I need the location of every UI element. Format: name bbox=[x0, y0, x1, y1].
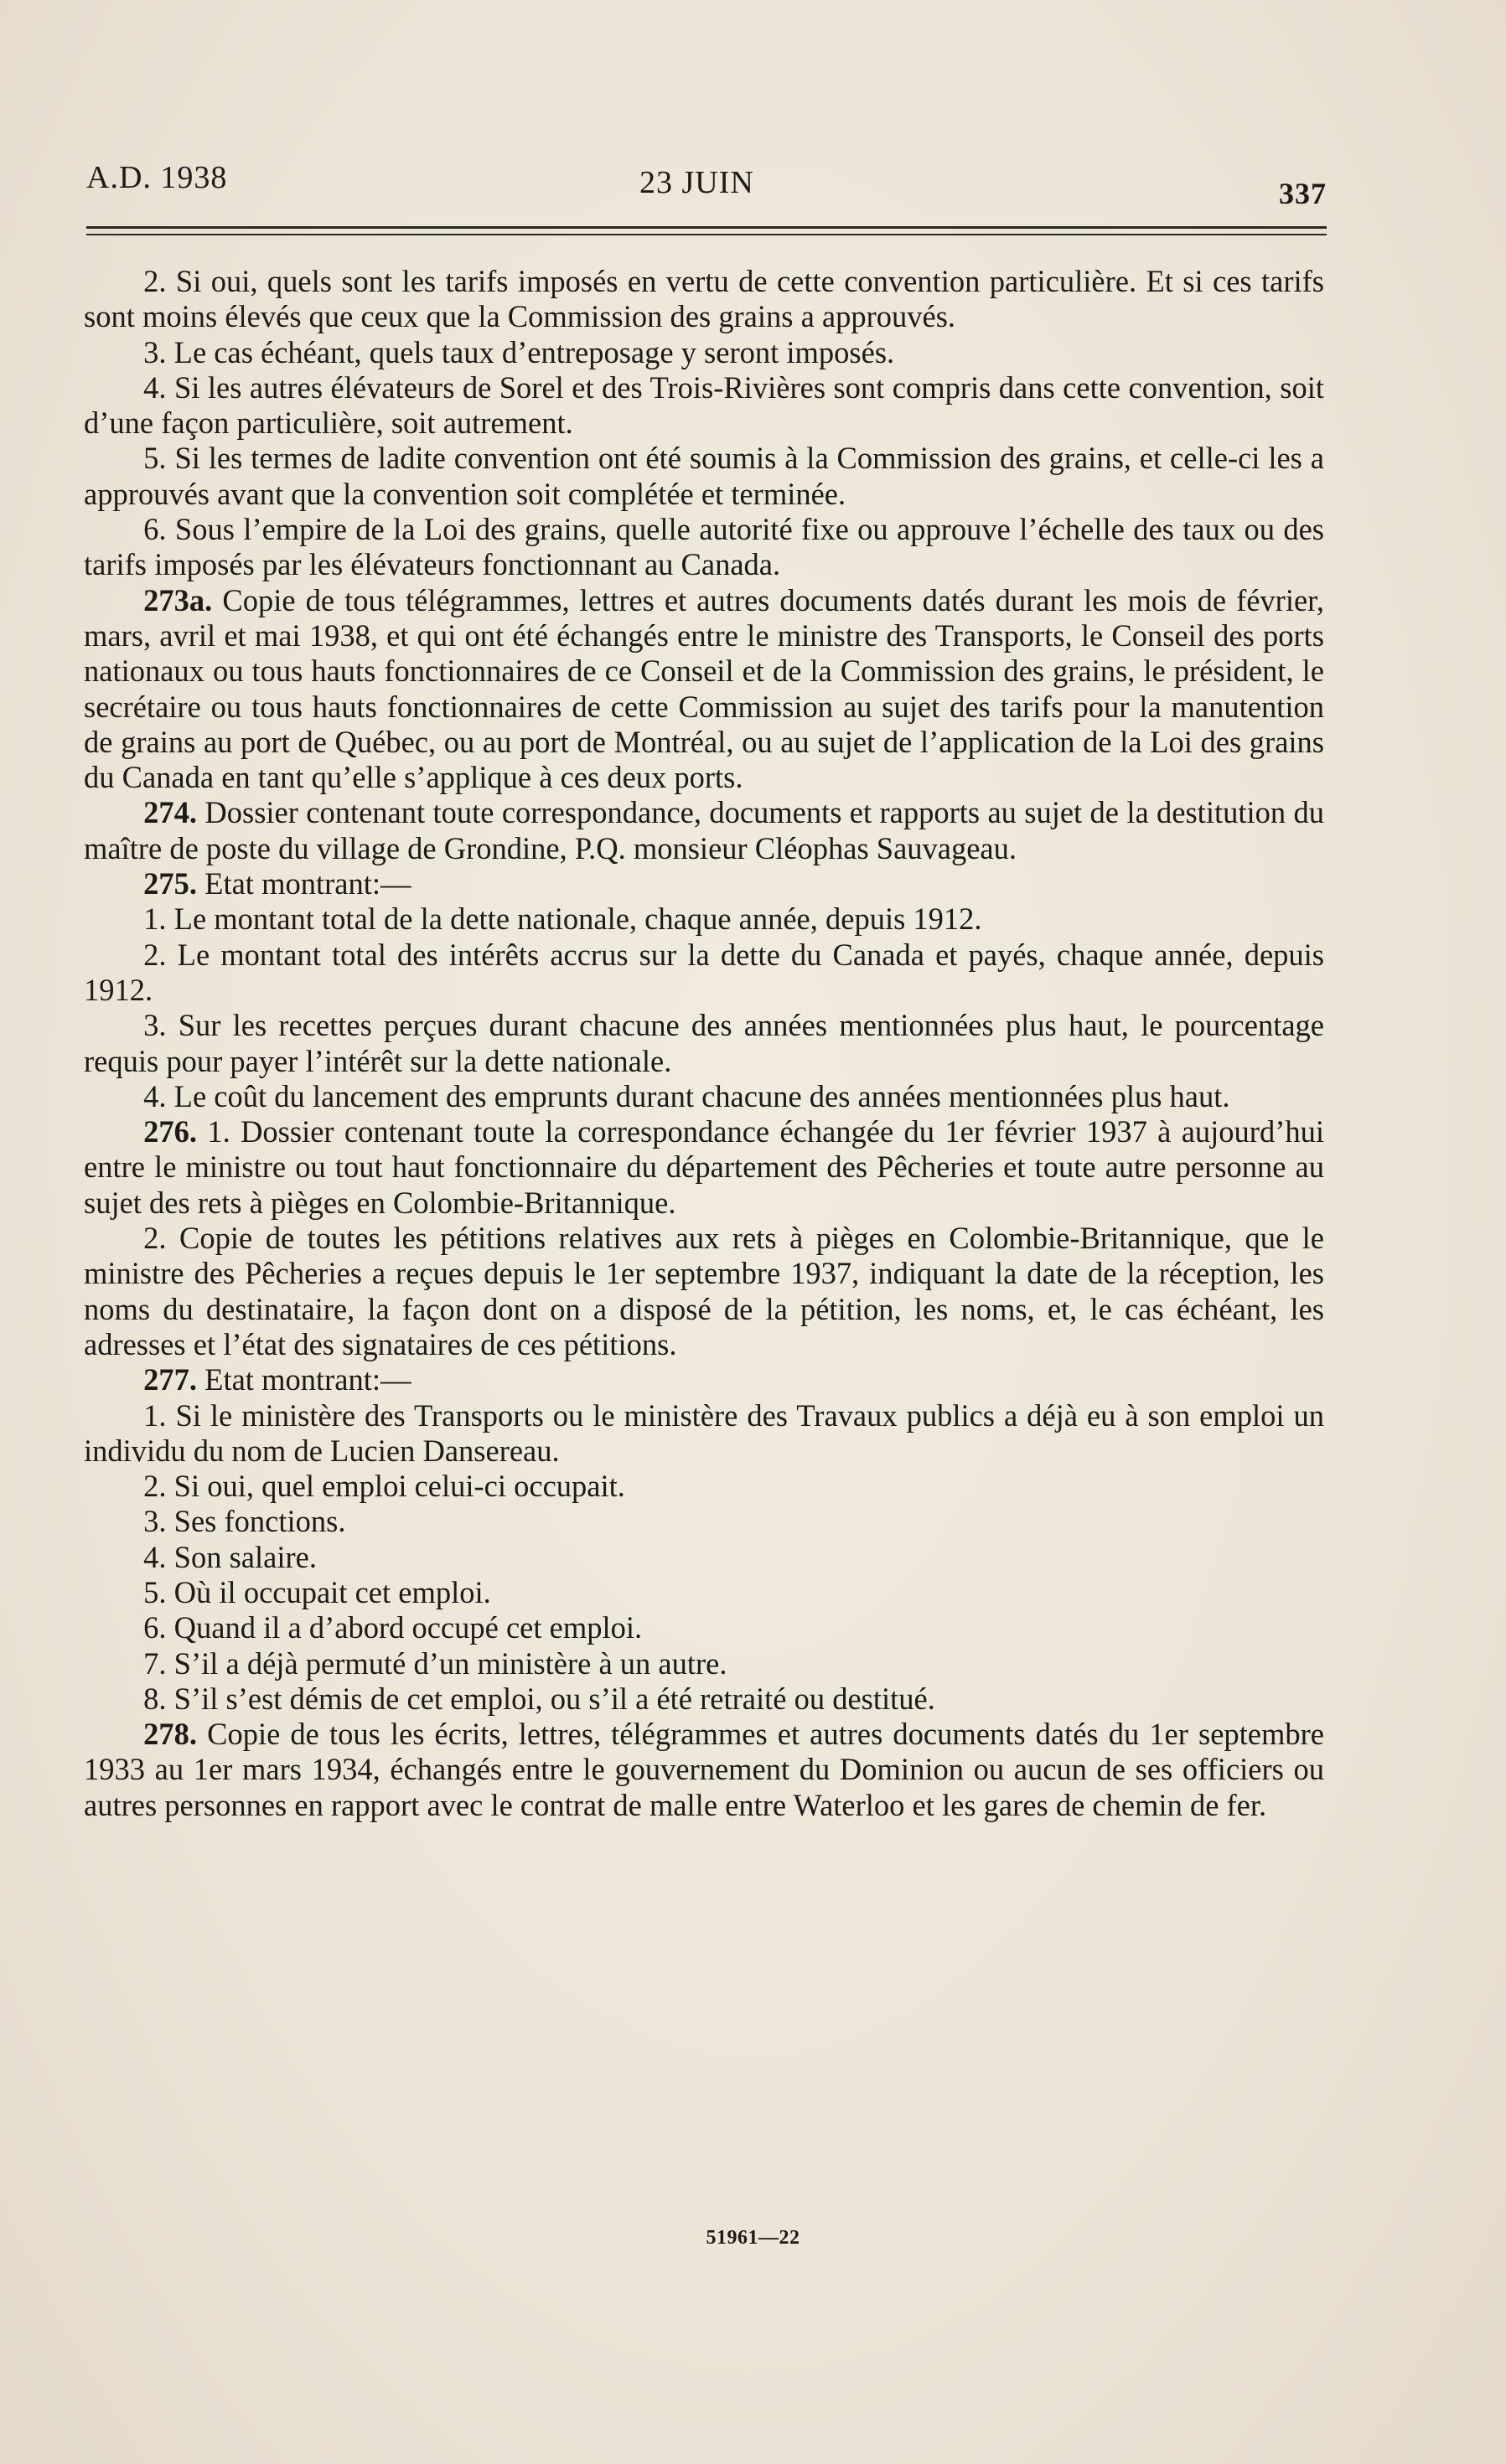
paragraph bbox=[84, 1398, 1324, 1470]
paragraph bbox=[84, 1717, 1324, 1823]
paragraph-text: 7. S’il a déjà permuté d’un ministère à un autre. bbox=[143, 1645, 727, 1681]
document-body bbox=[84, 264, 1324, 1823]
item-number: 273a. bbox=[143, 582, 213, 617]
paragraph bbox=[84, 1575, 1324, 1610]
paragraph bbox=[84, 1079, 1324, 1114]
paragraph-text: 4. Si les autres élévateurs de Sorel et des Trois-Rivières sont compris dans cette convention, soit d’une façon particulière, soit autrement. bbox=[84, 369, 1324, 441]
paragraph-text: Dossier contenant toute correspondance, documents et rapports au sujet de la destitution du maître de poste du village de Grondine, P.Q. monsieur Cléophas Sauvageau. bbox=[84, 795, 1324, 865]
paragraph-text: 8. S’il s’est démis de cet emploi, ou s’il a été retraité ou destitué. bbox=[143, 1681, 935, 1716]
paragraph-text: 3. Sur les recettes perçues durant chacune des années mentionnées plus haut, le pourcentage requis pour payer l’intérêt sur la dette nationale. bbox=[84, 1008, 1324, 1078]
paragraph-text: 4. Son salaire. bbox=[143, 1539, 317, 1574]
header-rule-thin bbox=[86, 234, 1327, 235]
paragraph bbox=[84, 1504, 1324, 1539]
paragraph-text: Etat montrant:— bbox=[197, 1362, 411, 1397]
paragraph-text: Copie de tous les écrits, lettres, télégrammes et autres documents datés du 1er septembre 1933 au 1er mars 1934, échangés entre le gouvernement du Dominion ou aucun de ses officiers ou autres personnes en rapport avec le contrat de malle entre Waterloo et les gares de chemin de fer. bbox=[84, 1717, 1324, 1822]
paragraph-text: 2. Le montant total des intérêts accrus sur la dette du Canada et payés, chaque année, depuis 1912. bbox=[84, 937, 1324, 1007]
paragraph bbox=[84, 1681, 1324, 1717]
paragraph bbox=[84, 512, 1324, 583]
paragraph-text: Copie de tous télégrammes, lettres et autres documents datés durant les mois de février, mars, avril et mai 1938, et qui ont été échangés entre le ministre des Transports, le Conseil des ports nationaux ou tous hauts fonctionnaires de ce Conseil et de la Commission des grains, le président, le secrétaire ou tous hauts fonctionnaires de cette Commission au sujet des tarifs pour la manutention de grains au port de Québec, ou au port de Montréal, ou au sujet de l’application de la Loi des grains du Canada en tant qu’elle s’applique à ces deux ports. bbox=[84, 582, 1324, 795]
paragraph-text: 1. Le montant total de la dette nationale, chaque année, depuis 1912. bbox=[143, 901, 982, 937]
paragraph bbox=[84, 1362, 1324, 1397]
item-number: 274. bbox=[143, 795, 198, 830]
paragraph bbox=[84, 264, 1324, 335]
paragraph-text: 2. Si oui, quels sont les tarifs imposés en vertu de cette convention particulière. Et si ces tarifs sont moins élevés que ceux que la Commission des grains a approuvés. bbox=[84, 264, 1324, 334]
paragraph bbox=[84, 795, 1324, 866]
paragraph bbox=[84, 938, 1324, 1009]
paragraph bbox=[84, 441, 1324, 512]
header-year: A.D. 1938 bbox=[86, 160, 228, 195]
paragraph-text: 2. Si oui, quel emploi celui-ci occupait. bbox=[143, 1469, 625, 1504]
paragraph-text: 5. Où il occupait cet emploi. bbox=[143, 1574, 491, 1609]
paragraph-text: 6. Quand il a d’abord occupé cet emploi. bbox=[143, 1610, 643, 1645]
paragraph bbox=[84, 1008, 1324, 1079]
paragraph-text: 3. Ses fonctions. bbox=[143, 1504, 346, 1539]
paragraph-text: 1. Dossier contenant toute la correspondance échangée du 1er février 1937 à aujourd’hui entre le ministre ou tout haut fonctionnaire du département des Pêcheries et toute autre personne au sujet des rets à pièges en Colombie-Britannique. bbox=[84, 1114, 1324, 1220]
header-page-number: 337 bbox=[1279, 177, 1327, 210]
paragraph bbox=[84, 335, 1324, 370]
paragraph-text: 3. Le cas échéant, quels taux d’entreposage y seront imposés. bbox=[143, 334, 895, 369]
paragraph bbox=[84, 1221, 1324, 1362]
paragraph bbox=[84, 866, 1324, 901]
item-number: 276. bbox=[143, 1114, 198, 1149]
paragraph-text: 6. Sous l’empire de la Loi des grains, quelle autorité fixe ou approuve l’échelle des taux ou des tarifs imposés par les élévateurs fonctionnant au Canada. bbox=[84, 512, 1324, 582]
paragraph bbox=[84, 1540, 1324, 1575]
paragraph bbox=[84, 1469, 1324, 1504]
header-date: 23 JUIN bbox=[639, 165, 754, 200]
paragraph-text: Etat montrant:— bbox=[197, 866, 411, 901]
item-number: 278. bbox=[143, 1717, 198, 1752]
item-number: 275. bbox=[143, 866, 198, 901]
paragraph-text: 4. Le coût du lancement des emprunts durant chacune des années mentionnées plus haut. bbox=[143, 1078, 1230, 1113]
page-header bbox=[86, 159, 1327, 209]
paragraph bbox=[84, 1646, 1324, 1681]
paragraph bbox=[84, 1610, 1324, 1645]
printer-signature: 51961—22 bbox=[706, 2227, 800, 2249]
paragraph bbox=[84, 583, 1324, 796]
item-number: 277. bbox=[143, 1362, 198, 1397]
paragraph-text: 5. Si les termes de ladite convention ont été soumis à la Commission des grains, et celle-ci les a approuvés avant que la convention soit complétée et terminée. bbox=[84, 441, 1324, 511]
paragraph-text: 2. Copie de toutes les pétitions relatives aux rets à pièges en Colombie-Britannique, que le ministre des Pêcheries a reçues depuis le 1er septembre 1937, indiquant la date de la réception, les noms du destinataire, la façon dont on a disposé de la pétition, les noms, et, le cas échéant, les adresses et l’état des signataires de ces pétitions. bbox=[84, 1221, 1324, 1361]
paragraph bbox=[84, 901, 1324, 937]
paragraph bbox=[84, 370, 1324, 442]
paragraph bbox=[84, 1114, 1324, 1221]
paragraph-text: 1. Si le ministère des Transports ou le ministère des Travaux publics a déjà eu à son emploi un individu du nom de Lucien Dansereau. bbox=[84, 1397, 1324, 1468]
header-rule-thick bbox=[86, 226, 1327, 229]
